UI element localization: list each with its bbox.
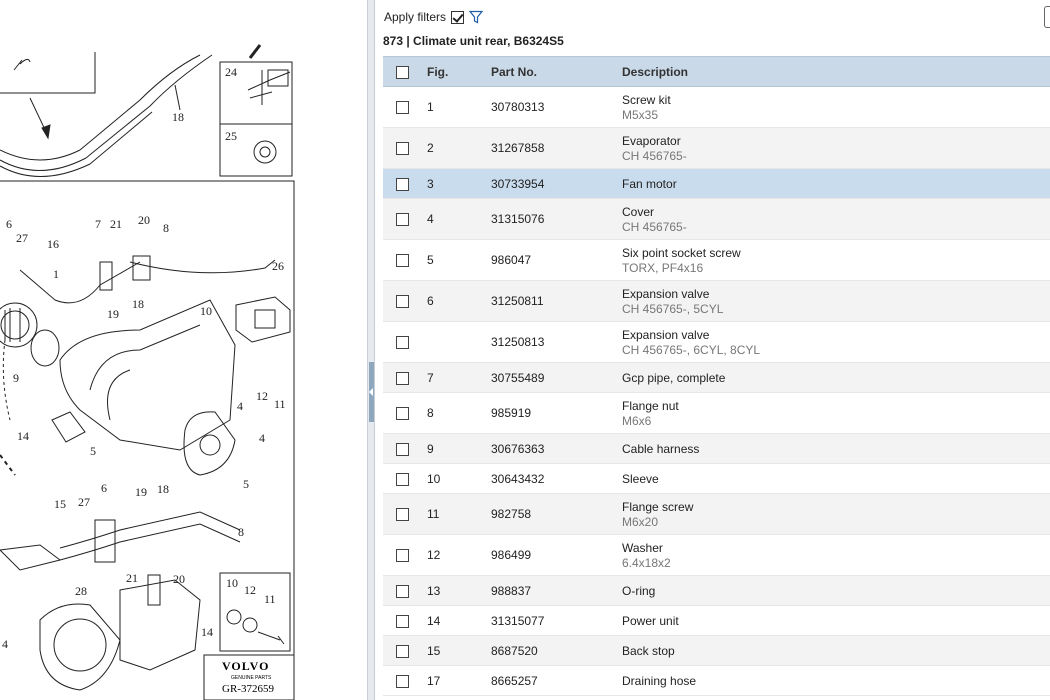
table-header-row bbox=[383, 57, 1050, 87]
svg-text:18: 18 bbox=[172, 110, 184, 124]
description-note: M6x20 bbox=[622, 514, 659, 529]
exploded-view-drawing bbox=[0, 0, 367, 700]
cell-fig: 3 bbox=[427, 176, 434, 191]
cell-part-no[interactable]: 8665257 bbox=[491, 673, 538, 688]
volvo-logo: VOLVO bbox=[222, 659, 270, 673]
description-note: CH 456765- bbox=[622, 148, 687, 163]
svg-text:4: 4 bbox=[2, 637, 8, 651]
cell-part-no[interactable]: 8687520 bbox=[491, 643, 538, 658]
description-note: CH 456765-, 5CYL bbox=[622, 301, 724, 316]
cell-description bbox=[622, 199, 1050, 240]
row-checkbox[interactable] bbox=[396, 178, 409, 191]
description-note: CH 456765- bbox=[622, 219, 687, 234]
cell-part-no[interactable]: 31315076 bbox=[491, 212, 545, 226]
cell-part-no[interactable]: 988837 bbox=[491, 583, 532, 598]
svg-text:18: 18 bbox=[157, 482, 169, 496]
parts-list-pane bbox=[375, 0, 1050, 700]
row-checkbox[interactable] bbox=[396, 295, 409, 308]
svg-text:5: 5 bbox=[243, 477, 249, 491]
description-text: Power unit bbox=[622, 613, 679, 628]
parts-diagram[interactable] bbox=[0, 0, 367, 700]
description-note: M5x35 bbox=[622, 107, 659, 122]
cell-part-no[interactable]: 985919 bbox=[491, 406, 532, 420]
description-text: Expansion valve bbox=[622, 286, 710, 301]
row-checkbox[interactable] bbox=[396, 675, 409, 688]
svg-text:21: 21 bbox=[110, 217, 122, 231]
svg-text:15: 15 bbox=[54, 497, 66, 511]
filter-bar bbox=[384, 8, 483, 26]
svg-text:10: 10 bbox=[226, 576, 238, 590]
table-row[interactable] bbox=[383, 434, 1050, 464]
svg-text:6: 6 bbox=[6, 217, 12, 231]
table-row[interactable] bbox=[383, 606, 1050, 636]
description-text: Draining hose bbox=[622, 673, 697, 688]
cell-part-no[interactable]: 30676363 bbox=[491, 441, 545, 456]
svg-text:19: 19 bbox=[107, 307, 119, 321]
row-checkbox[interactable] bbox=[396, 142, 409, 155]
column-header-fig[interactable]: Fig. bbox=[419, 57, 491, 87]
cell-part-no[interactable]: 31315077 bbox=[491, 613, 545, 628]
collapse-handle[interactable] bbox=[369, 362, 374, 422]
row-checkbox[interactable] bbox=[396, 473, 409, 486]
apply-filters-label: Apply filters bbox=[384, 10, 447, 24]
table-row[interactable] bbox=[383, 393, 1050, 434]
svg-text:11: 11 bbox=[274, 397, 286, 411]
diagram-ref-code: GR-372659 bbox=[222, 683, 274, 695]
row-checkbox[interactable] bbox=[396, 615, 409, 628]
row-checkbox[interactable] bbox=[396, 645, 409, 658]
select-all-checkbox[interactable] bbox=[396, 66, 409, 79]
table-row[interactable] bbox=[383, 322, 1050, 363]
cell-part-no[interactable]: 30643432 bbox=[491, 471, 545, 486]
cell-part-no[interactable]: 31267858 bbox=[491, 141, 545, 155]
description-text: Expansion valve bbox=[622, 327, 710, 342]
svg-text:4: 4 bbox=[259, 431, 265, 445]
table-row[interactable] bbox=[383, 199, 1050, 240]
cell-fig: 1 bbox=[427, 100, 434, 114]
cell-fig: 14 bbox=[427, 613, 441, 628]
table-row[interactable] bbox=[383, 494, 1050, 535]
table-row[interactable] bbox=[383, 87, 1050, 128]
cell-fig: 15 bbox=[427, 643, 441, 658]
cell-description bbox=[622, 535, 1050, 576]
description-text: Flange screw bbox=[622, 499, 694, 514]
cell-fig: 9 bbox=[427, 441, 434, 456]
row-checkbox[interactable] bbox=[396, 336, 409, 349]
svg-text:8: 8 bbox=[163, 221, 169, 235]
volvo-logo-sub: GENUINE PARTS bbox=[231, 675, 272, 681]
cell-description bbox=[622, 240, 1050, 281]
description-note: 6.4x18x2 bbox=[622, 555, 671, 570]
svg-text:20: 20 bbox=[138, 213, 150, 227]
svg-text:14: 14 bbox=[17, 429, 29, 443]
svg-text:6: 6 bbox=[101, 481, 107, 495]
cell-description bbox=[622, 606, 1050, 636]
description-text: Flange nut bbox=[622, 398, 679, 413]
description-text: Screw kit bbox=[622, 92, 671, 107]
description-note: M6x6 bbox=[622, 413, 652, 428]
group-title: 873 | Climate unit rear, B6324S5 bbox=[383, 34, 564, 48]
svg-text:20: 20 bbox=[173, 572, 185, 586]
cell-description bbox=[622, 169, 1050, 199]
cell-description bbox=[622, 666, 1050, 696]
row-checkbox[interactable] bbox=[396, 549, 409, 562]
description-text: O-ring bbox=[622, 583, 656, 598]
cell-description bbox=[622, 363, 1050, 393]
table-row[interactable] bbox=[383, 363, 1050, 393]
description-note: CH 456765-, 6CYL, 8CYL bbox=[622, 342, 761, 357]
cell-fig: 8 bbox=[427, 406, 434, 420]
apply-filters-checkbox[interactable] bbox=[451, 11, 464, 24]
row-checkbox[interactable] bbox=[396, 508, 409, 521]
cell-part-no[interactable]: 982758 bbox=[491, 507, 532, 521]
cell-description bbox=[622, 636, 1050, 666]
svg-text:11: 11 bbox=[264, 592, 276, 606]
description-text: Cable harness bbox=[622, 441, 700, 456]
row-checkbox[interactable] bbox=[396, 372, 409, 385]
cell-fig: 4 bbox=[427, 212, 434, 226]
svg-text:12: 12 bbox=[256, 389, 268, 403]
cell-fig: 7 bbox=[427, 370, 434, 385]
svg-text:1: 1 bbox=[53, 267, 59, 281]
column-header-description[interactable]: Description bbox=[622, 57, 1050, 87]
cell-fig: 5 bbox=[427, 253, 434, 267]
row-checkbox[interactable] bbox=[396, 254, 409, 267]
table-row[interactable] bbox=[383, 169, 1050, 199]
table-row[interactable] bbox=[383, 576, 1050, 606]
description-text: Gcp pipe, complete bbox=[622, 370, 726, 385]
cell-fig: 2 bbox=[427, 141, 434, 155]
svg-text:25: 25 bbox=[225, 129, 237, 143]
row-checkbox[interactable] bbox=[396, 407, 409, 420]
description-text: Cover bbox=[622, 204, 655, 219]
description-text: Six point socket screw bbox=[622, 245, 741, 260]
table-row[interactable] bbox=[383, 240, 1050, 281]
description-text: Evaporator bbox=[622, 133, 681, 148]
svg-text:10: 10 bbox=[200, 304, 212, 318]
svg-text:12: 12 bbox=[244, 583, 256, 597]
cell-fig: 13 bbox=[427, 583, 441, 598]
cell-part-no[interactable]: 30755489 bbox=[491, 370, 545, 385]
row-checkbox[interactable] bbox=[396, 585, 409, 598]
cell-part-no[interactable]: 31250813 bbox=[491, 335, 545, 349]
cell-fig: 12 bbox=[427, 548, 441, 562]
svg-text:27: 27 bbox=[16, 231, 28, 245]
cell-part-no[interactable]: 30780313 bbox=[491, 100, 545, 114]
cell-fig: 10 bbox=[427, 471, 441, 486]
table-row[interactable] bbox=[383, 464, 1050, 494]
cell-description bbox=[622, 434, 1050, 464]
cell-description bbox=[622, 128, 1050, 169]
row-checkbox[interactable] bbox=[396, 443, 409, 456]
svg-text:24: 24 bbox=[225, 65, 237, 79]
cell-description bbox=[622, 87, 1050, 128]
row-checkbox[interactable] bbox=[396, 213, 409, 226]
cell-description bbox=[622, 322, 1050, 363]
svg-text:7: 7 bbox=[95, 217, 101, 231]
cell-description bbox=[622, 281, 1050, 322]
cell-fig: 6 bbox=[427, 294, 434, 308]
row-checkbox[interactable] bbox=[396, 101, 409, 114]
table-row[interactable] bbox=[383, 535, 1050, 576]
table-row[interactable] bbox=[383, 281, 1050, 322]
svg-text:18: 18 bbox=[132, 297, 144, 311]
search-box-edge[interactable] bbox=[1044, 6, 1050, 28]
parts-table bbox=[383, 56, 1050, 696]
cell-part-no[interactable]: 31250811 bbox=[491, 294, 544, 308]
description-text: Sleeve bbox=[622, 471, 659, 486]
cell-fig bbox=[419, 322, 491, 363]
table-row[interactable] bbox=[383, 636, 1050, 666]
svg-text:16: 16 bbox=[47, 237, 59, 251]
svg-text:28: 28 bbox=[75, 584, 87, 598]
description-text: Fan motor bbox=[622, 176, 677, 191]
pane-splitter[interactable] bbox=[367, 0, 375, 700]
svg-text:4: 4 bbox=[237, 399, 243, 413]
svg-text:19: 19 bbox=[135, 485, 147, 499]
cell-part-no[interactable]: 986047 bbox=[491, 253, 532, 267]
table-row[interactable] bbox=[383, 128, 1050, 169]
filter-icon[interactable] bbox=[469, 10, 483, 24]
cell-description bbox=[622, 576, 1050, 606]
cell-part-no[interactable]: 986499 bbox=[491, 548, 532, 562]
svg-text:26: 26 bbox=[272, 259, 284, 273]
svg-text:9: 9 bbox=[13, 371, 19, 385]
svg-text:14: 14 bbox=[201, 625, 213, 639]
svg-text:27: 27 bbox=[78, 495, 90, 509]
svg-text:8: 8 bbox=[238, 525, 244, 539]
description-text: Washer bbox=[622, 540, 663, 555]
svg-text:21: 21 bbox=[126, 571, 138, 585]
cell-description bbox=[622, 393, 1050, 434]
cell-description bbox=[622, 494, 1050, 535]
cell-fig: 17 bbox=[427, 673, 441, 688]
cell-description bbox=[622, 464, 1050, 494]
cell-fig: 11 bbox=[427, 507, 440, 521]
table-row[interactable] bbox=[383, 666, 1050, 696]
description-note: TORX, PF4x16 bbox=[622, 260, 704, 275]
cell-part-no[interactable]: 30733954 bbox=[491, 176, 545, 191]
column-header-part-no[interactable]: Part No. bbox=[491, 57, 622, 87]
diagram-callouts bbox=[2, 65, 286, 651]
description-text: Back stop bbox=[622, 643, 675, 658]
svg-text:5: 5 bbox=[90, 444, 96, 458]
